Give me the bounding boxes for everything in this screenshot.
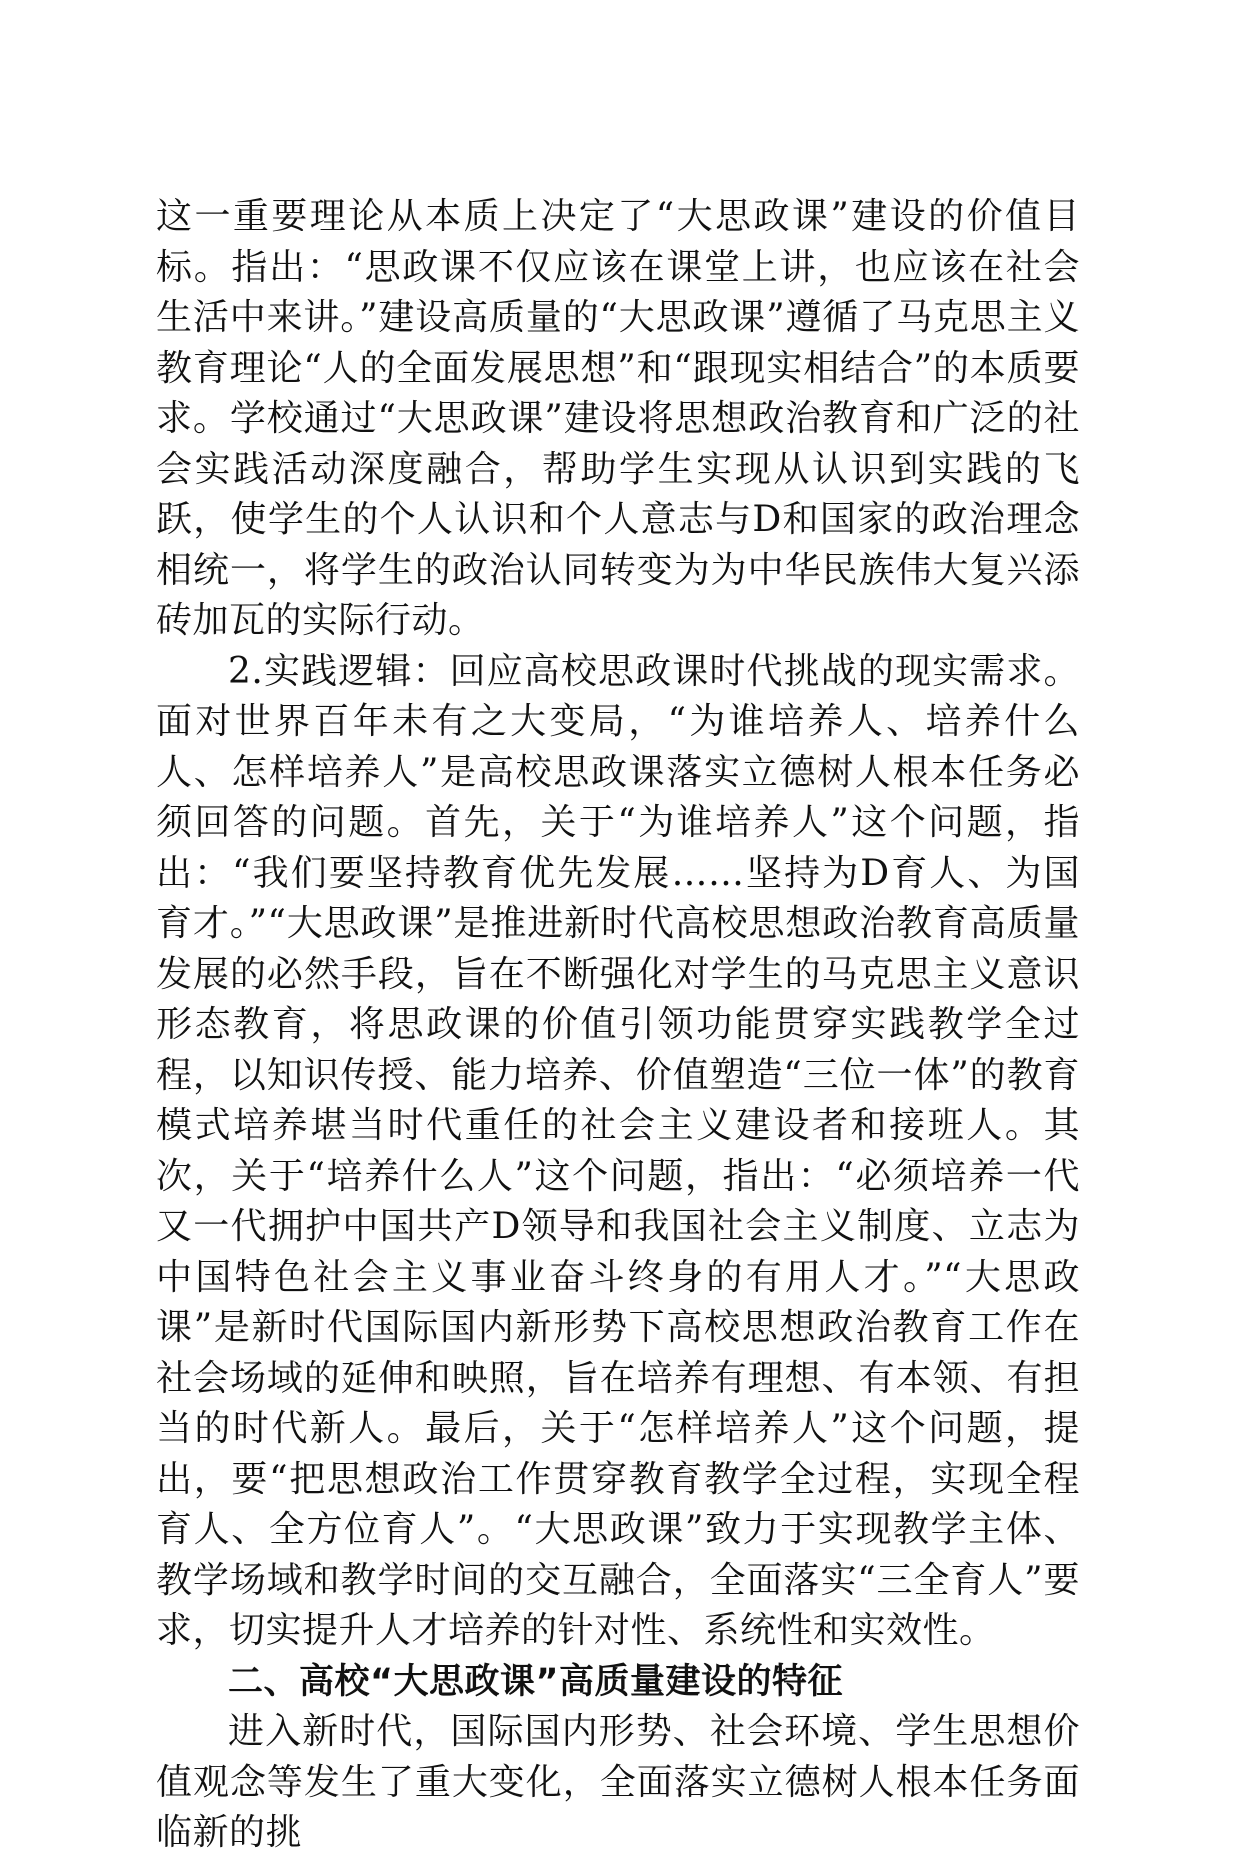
document-page [156,192,1080,1859]
section-heading: 二、高校“大思政课”高质量建设的特征 [228,1661,844,1702]
paragraph-theory-value: 这一重要理论从本质上决定了“大思政课”建设的价值目标。指出：“思政课不仅应该在课堂上讲，也应该在社会生活中来讲。”建设高质量的“大思政课”遵循了马克思主义教育理论“人的全面发展思想”和“跟现实相结合”的本质要求。学校通过“大思政课”建设将思想政治教育和广泛的社会实践活动深度融合，帮助学生实现从认识到实践的飞跃，使学生的个人认识和个人意志与D和国家的政治理念相统一，将学生的政治认同转变为为中华民族伟大复兴添砖加瓦的实际行动。 [156,196,1080,641]
paragraph-new-era: 进入新时代，国际国内形势、社会环境、学生思想价值观念等发生了重大变化，全面落实立德树人根本任务面临新的挑 [156,1711,1080,1853]
paragraph-practice-logic: 2.实践逻辑：回应高校思政课时代挑战的现实需求。面对世界百年未有之大变局，“为谁培养人、培养什么人、怎样培养人”是高校思政课落实立德树人根本任务必须回答的问题。首先，关于“为谁培养人”这个问题，指出：“我们要坚持教育优先发展……坚持为D育人、为国育才。”“大思政课”是推进新时代高校思想政治教育高质量发展的必然手段，旨在不断强化对学生的马克思主义意识形态教育，将思政课的价值引领功能贯穿实践教学全过程，以知识传授、能力培养、价值塑造“三位一体”的教育模式培养堪当时代重任的社会主义建设者和接班人。其次，关于“培养什么人”这个问题，指出：“必须培养一代又一代拥护中国共产D领导和我国社会主义制度、立志为中国特色社会主义事业奋斗终身的有用人才。”“大思政课”是新时代国际国内新形势下高校思想政治教育工作在社会场域的延伸和映照，旨在培养有理想、有本领、有担当的时代新人。最后，关于“怎样培养人”这个问题，提出，要“把思想政治工作贯穿教育教学全过程，实现全程育人、全方位育人”。“大思政课”致力于实现教学主体、教学场域和教学时间的交互融合，全面落实“三全育人”要求，切实提升人才培养的针对性、系统性和实效性。 [156,650,1080,1651]
